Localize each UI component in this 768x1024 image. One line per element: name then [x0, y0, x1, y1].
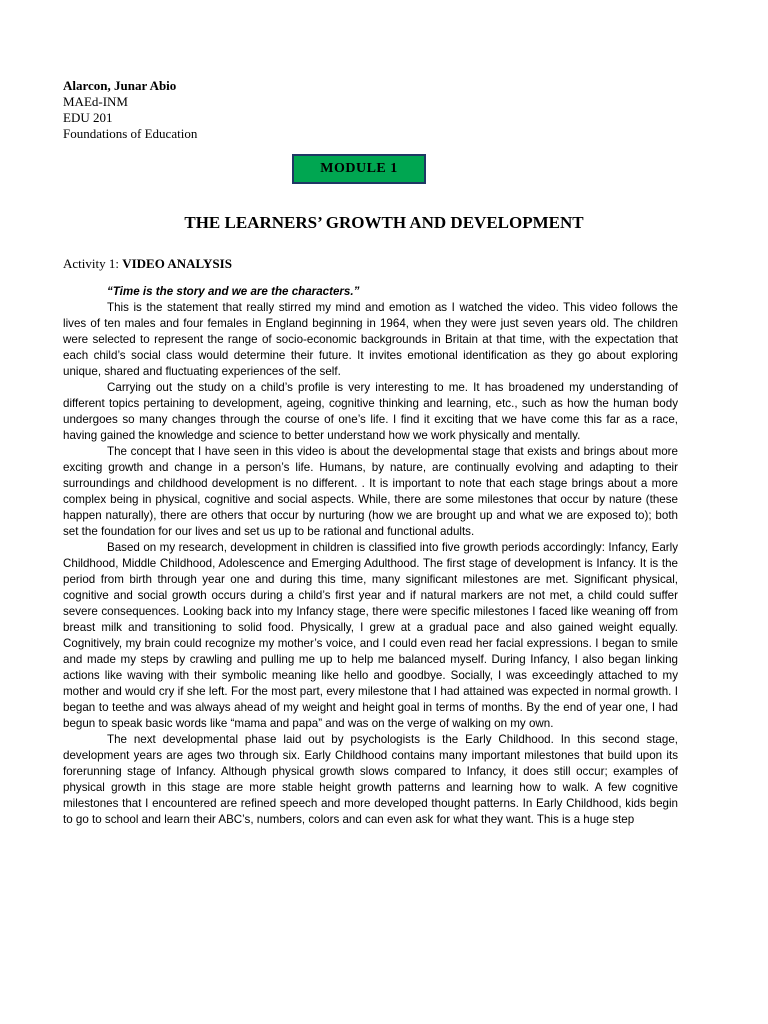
paragraph: The next developmental phase laid out by psychologists is the Early Childhood. In this second stage, development years are ages two through six. Early Childhood contains many important milestones that build upon its forerunning stage of Infancy. Although physical growth slows compared to Infancy, it does still occur; examples of physical growth in this stage are more stable height growth patterns and learning how to walk. A few cognitive milestones that I encountered are refined speech and more developed thought patterns. In Early Childhood, kids begin to go to school and learn their ABC’s, numbers, colors and can even ask for what they want. This is a huge step: [63, 733, 678, 826]
module-badge: [292, 154, 426, 184]
activity-title: VIDEO ANALYSIS: [122, 256, 232, 271]
author-name: Alarcon, Junar Abio: [63, 78, 177, 93]
activity-heading: [63, 256, 232, 272]
paragraph: This is the statement that really stirred my mind and emotion as I watched the video. This video follows the lives of ten males and four females in England beginning in 1964, when they were just seven years old. The children were selected to represent the range of socio-economic backgrounds in Britain at that time, with the expectation that each child’s social class would determine their future. It invites emotional identification as they go about exploring unique, shared and fluctuating experiences of the self.: [63, 301, 678, 378]
paragraph: Carrying out the study on a child’s profile is very interesting to me. It has broadened my understanding of different topics pertaining to development, ageing, cognitive thinking and learning, etc., such as how the human body undergoes so many changes through the course of one’s life. I find it exciting that we have come this far as a race, having gained the knowledge and science to better understand how we work physically and mentally.: [63, 381, 678, 442]
document-title: THE LEARNERS’ GROWTH AND DEVELOPMENT: [184, 213, 584, 232]
activity-prefix: Activity 1:: [63, 256, 123, 271]
course-title: Foundations of Education: [63, 126, 198, 141]
opening-quote: “Time is the story and we are the characters.”: [107, 285, 360, 298]
module-label: MODULE 1: [320, 161, 398, 176]
essay-body: [63, 284, 678, 828]
author-header: [63, 78, 197, 142]
program-label: MAEd-INM: [63, 94, 128, 109]
paragraph: The concept that I have seen in this video is about the developmental stage that exists and brings about more exciting growth and change in a person’s life. Humans, by nature, are continually evolving and adapting to their surroundings and childhood development is no different. . It is important to note that each stage brings about a more complex being in physical, cognitive and social aspects. While, there are some milestones that occur by nature (these happen naturally), there are others that occur by nurturing (how we are brought up and what we are exposed to); both set the foundation for our lives and set us up to be rational and functional adults.: [63, 445, 678, 538]
paragraph: Based on my research, development in children is classified into five growth periods accordingly: Infancy, Early Childhood, Middle Childhood, Adolescence and Emerging Adulthood. The first stage of development is Infancy. It is the period from birth through year one and during this time, many significant milestones are met. Significant physical, cognitive and social growth occurs during a child’s first year and if natural markers are not met, a child could suffer severe consequences. Looking back into my Infancy stage, there were specific milestones I faced like weaning off from breast milk and transitioning to solid food. Physically, I grew at a gradual pace and also gained weight equally. Cognitively, my brain could recognize my mother’s voice, and I could even read her facial expressions. I began to smile and made my steps by crawling and pulling me up to help me balanced myself. During Infancy, I also began linking actions like waving with their symbolic meaning like hello and goodbye. Socially, I was exceedingly attached to my mother and would cry if she left. For the most part, every milestone that I had attained was expected in normal growth. I began to teethe and was always ahead of my weight and height goal in terms of months. By the end of year one, I had begun to speak basic words like “mama and papa” and was on the verge of walking on my own.: [63, 541, 678, 730]
course-code: EDU 201: [63, 110, 113, 125]
